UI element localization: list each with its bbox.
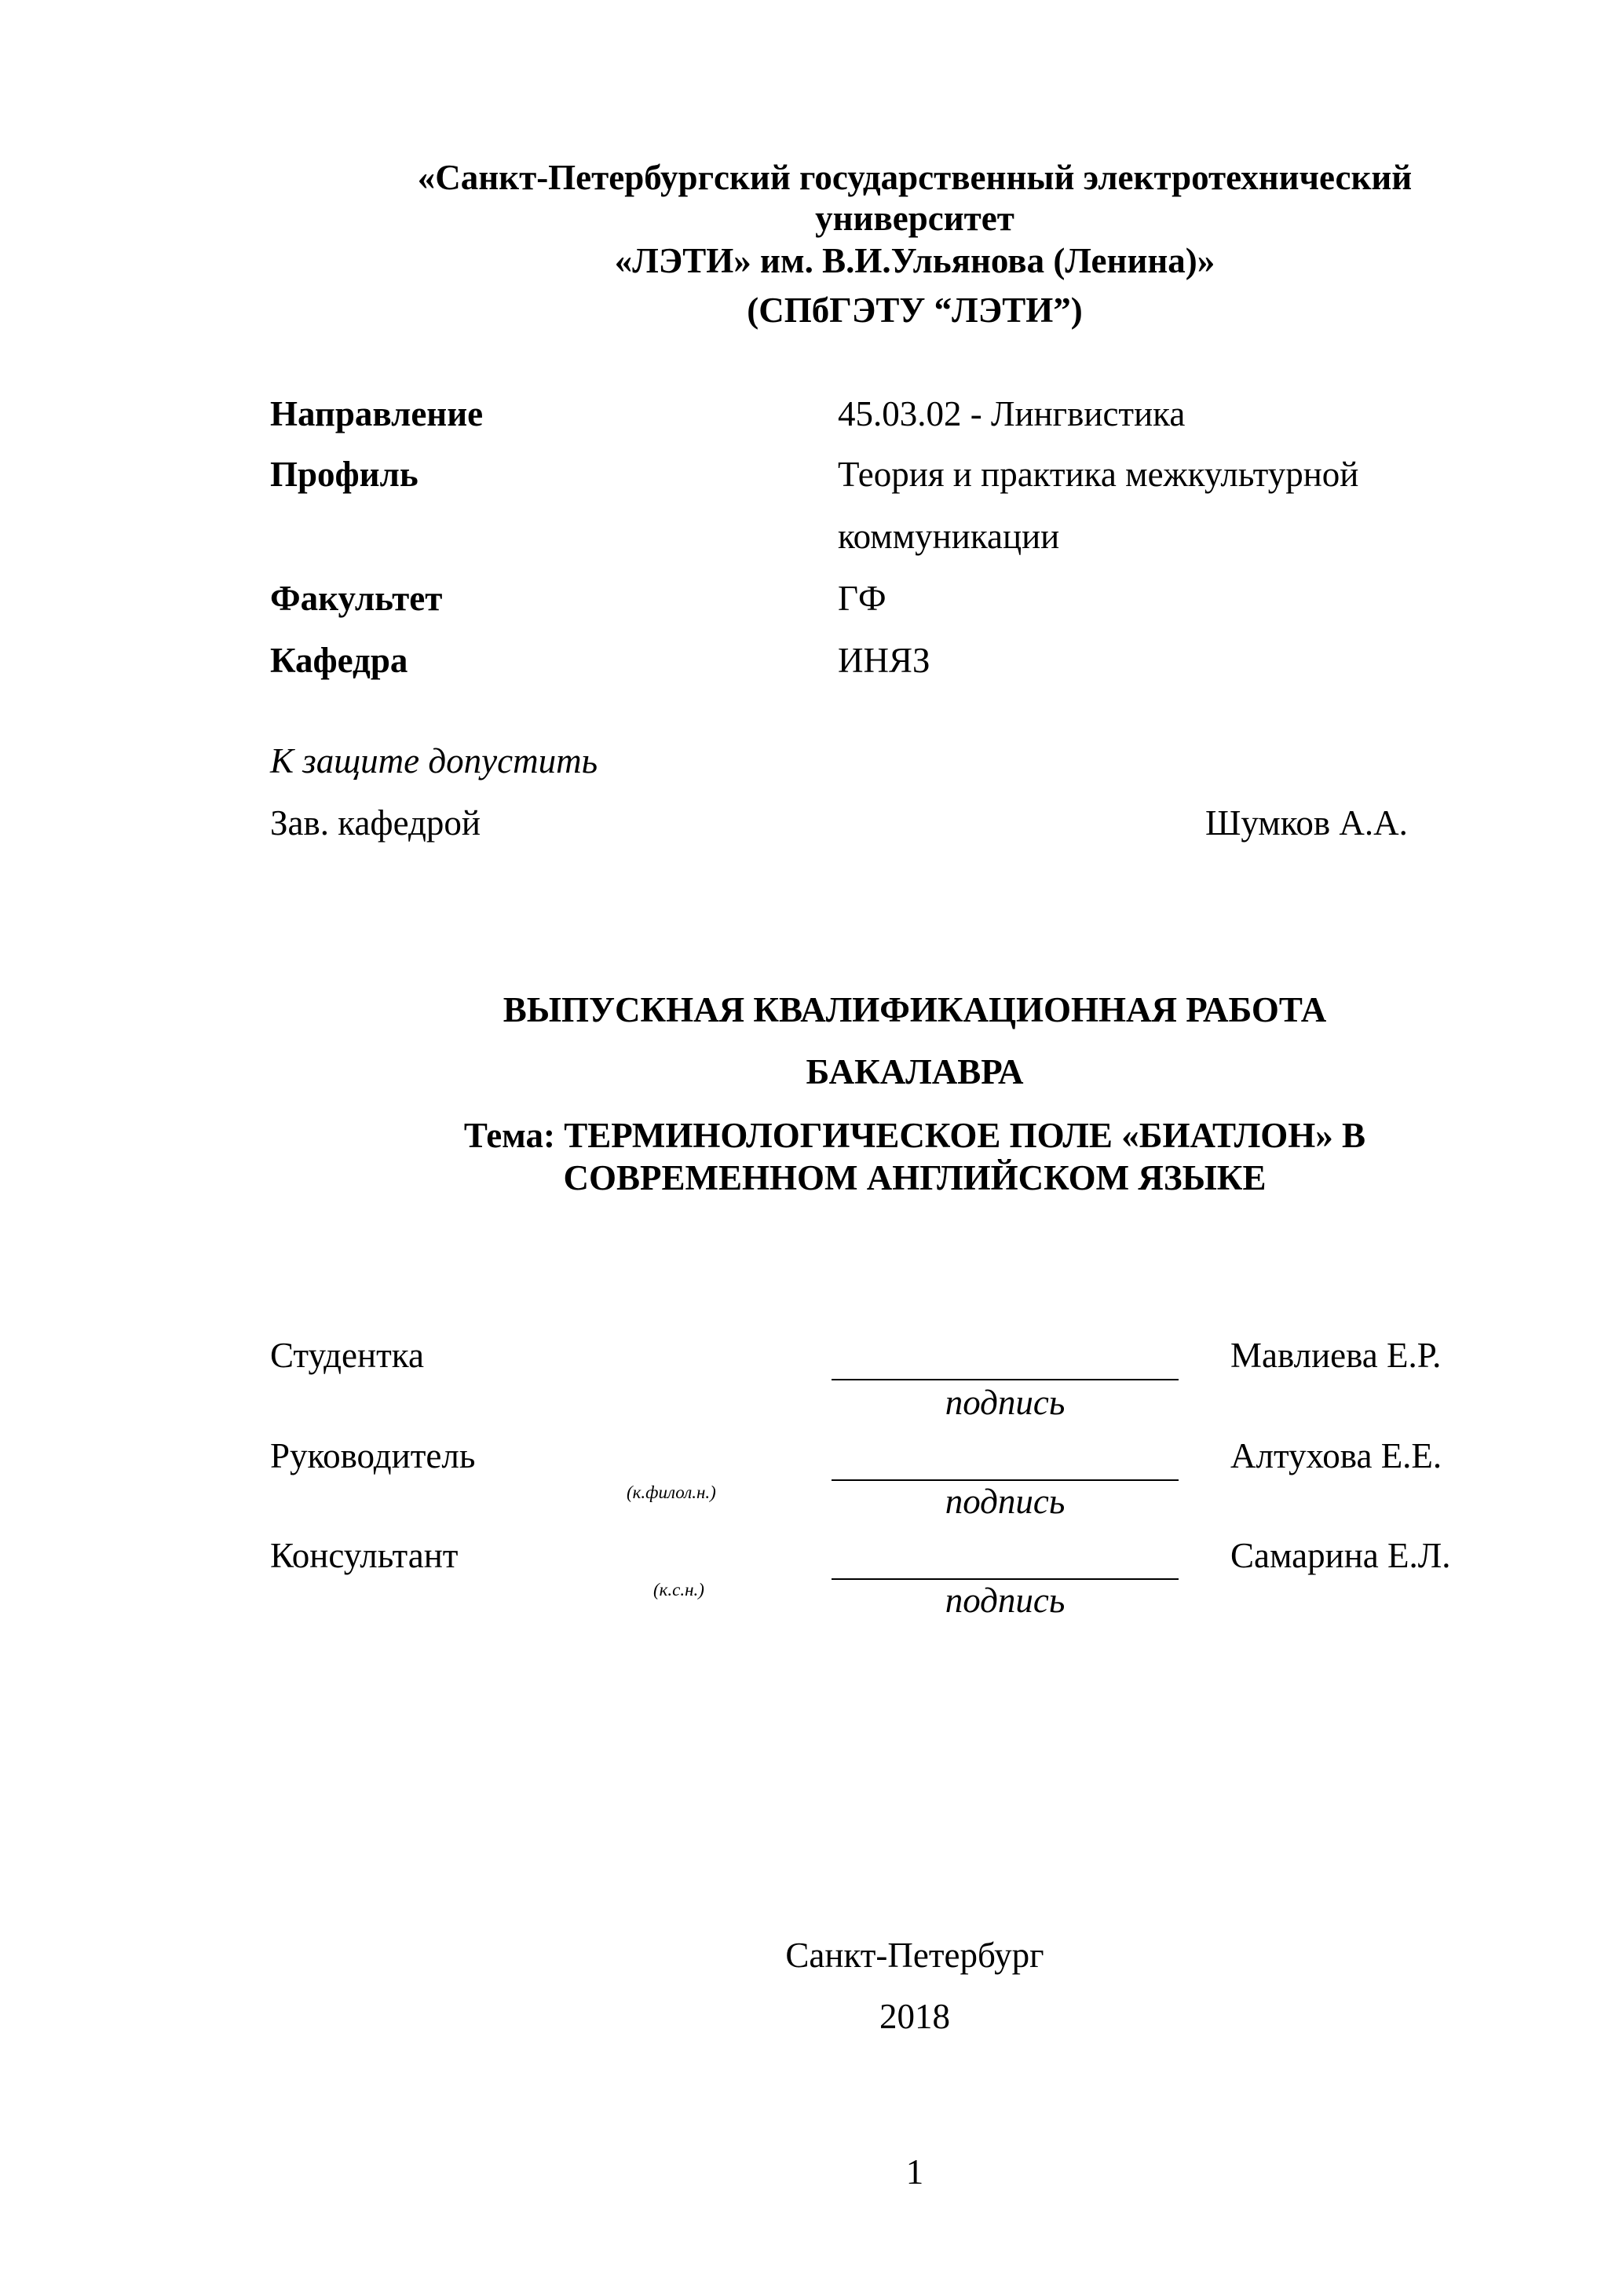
- work-type-line-1: ВЫПУСКНАЯ КВАЛИФИКАЦИОННАЯ РАБОТА: [503, 990, 1327, 1029]
- signature-role-student: Студентка: [270, 1336, 424, 1375]
- signature-role-consultant: Консультант: [270, 1536, 459, 1575]
- work-type-line-2: БАКАЛАВРА: [806, 1052, 1024, 1091]
- department-value: ИНЯЗ: [838, 641, 930, 680]
- footer-city: Санкт-Петербург: [785, 1936, 1044, 1975]
- direction-value: 45.03.02 - Лингвистика: [838, 394, 1186, 433]
- page-number: 1: [905, 2152, 924, 2192]
- signature-caption-student: подпись: [945, 1383, 1066, 1422]
- faculty-value: ГФ: [838, 579, 886, 618]
- profile-label: Профиль: [270, 455, 419, 494]
- signature-caption-supervisor: подпись: [945, 1482, 1066, 1521]
- signature-degree-supervisor: (к.филол.н.): [627, 1483, 716, 1502]
- signature-name-consultant: Самарина Е.Л.: [1230, 1536, 1451, 1575]
- signature-line-student: [832, 1379, 1179, 1380]
- topic-line-1: Тема: ТЕРМИНОЛОГИЧЕСКОЕ ПОЛЕ «БИАТЛОН» В: [463, 1116, 1366, 1155]
- admission-text: К защите допустить: [270, 741, 598, 781]
- profile-value-line-1: Теория и практика межкультурной: [838, 455, 1359, 494]
- signature-degree-consultant: (к.с.н.): [653, 1580, 704, 1600]
- university-abbreviation: (СПбГЭТУ “ЛЭТИ”): [747, 291, 1083, 330]
- signature-role-supervisor: Руководитель: [270, 1436, 476, 1475]
- signature-name-supervisor: Алтухова Е.Е.: [1230, 1436, 1442, 1475]
- direction-label: Направление: [270, 394, 484, 433]
- faculty-label: Факультет: [270, 579, 443, 618]
- footer-year: 2018: [879, 1997, 950, 2036]
- signature-caption-consultant: подпись: [945, 1581, 1066, 1620]
- head-of-department-role: Зав. кафедрой: [270, 803, 481, 843]
- profile-value-line-2: коммуникации: [838, 517, 1060, 556]
- department-label: Кафедра: [270, 641, 408, 680]
- topic-line-2: СОВРЕМЕННОМ АНГЛИЙСКОМ ЯЗЫКЕ: [563, 1158, 1267, 1197]
- university-name-line-1: «Санкт-Петербургский государственный электротехнический: [417, 158, 1413, 197]
- head-of-department-name: Шумков А.А.: [1205, 803, 1408, 843]
- university-name-line-2: университет: [815, 199, 1014, 238]
- university-name-line-3: «ЛЭТИ» им. В.И.Ульянова (Ленина)»: [614, 241, 1215, 280]
- signature-name-student: Мавлиева Е.Р.: [1230, 1336, 1442, 1375]
